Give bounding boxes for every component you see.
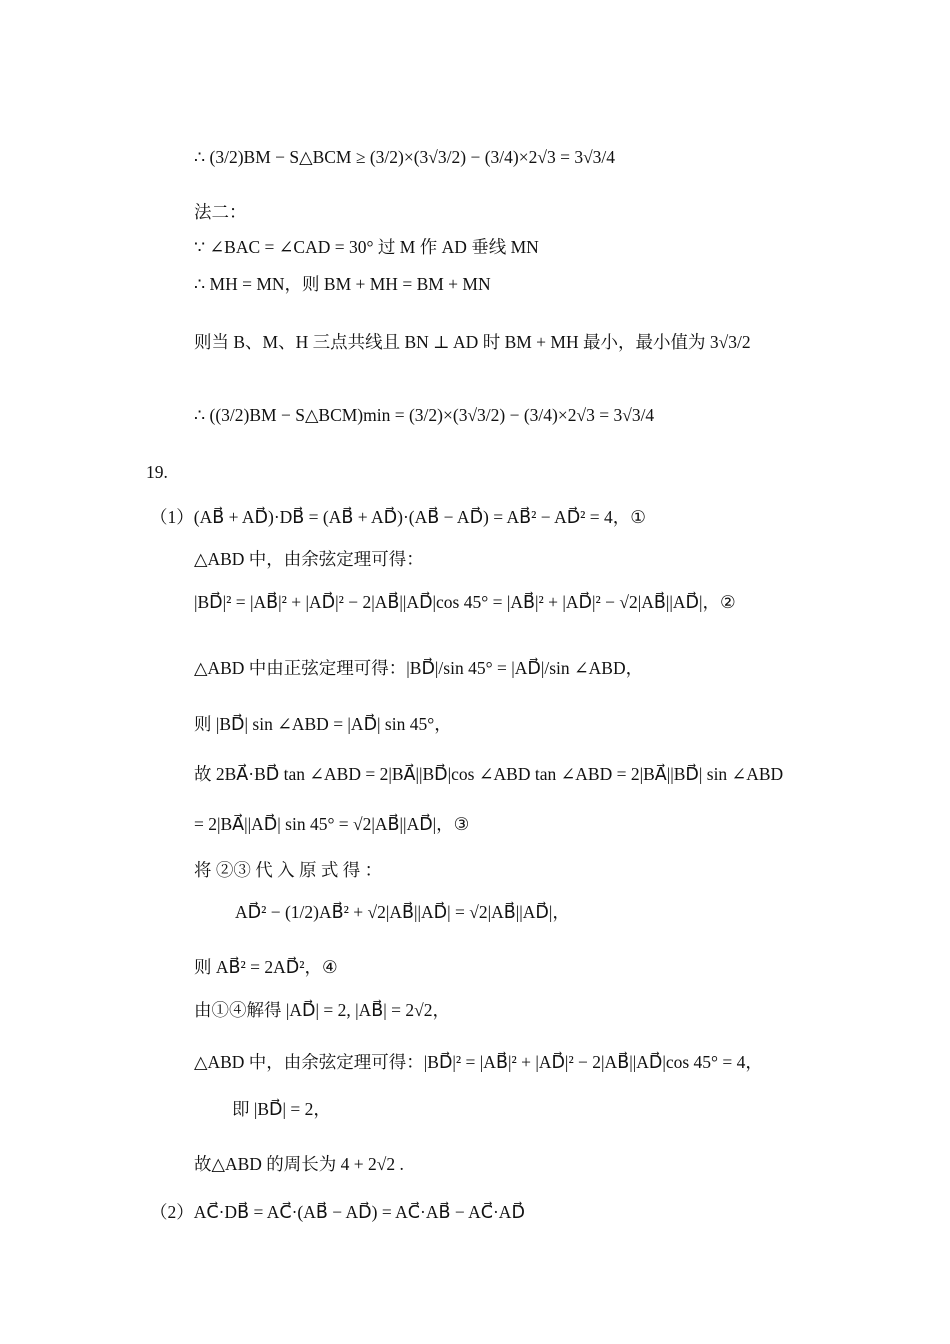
text-line: （2）AC⃗·DB⃗ = AC⃗·(AB⃗ − AD⃗) = AC⃗·AB⃗ − AC⃗·AD⃗	[150, 1202, 525, 1222]
text-line: 19.	[146, 462, 168, 482]
text-line: = 2|BA⃗||AD⃗| sin 45° = √2|AB⃗||AD⃗|，③	[194, 814, 470, 834]
text-line: ∴ ((3/2)BM − S△BCM)min = (3/2)×(3√3/2) − (3/4)×2√3 = 3√3/4	[194, 405, 655, 425]
text-line: 故 2BA⃗·BD⃗ tan ∠ABD = 2|BA⃗||BD⃗|cos ∠ABD tan ∠ABD = 2|BA⃗||BD⃗| sin ∠ABD	[194, 764, 784, 784]
text-line: △ABD 中由正弦定理可得：|BD⃗|/sin 45° = |AD⃗|/sin ∠ABD，	[194, 658, 644, 678]
text-line: AD⃗² − (1/2)AB⃗² + √2|AB⃗||AD⃗| = √2|AB⃗||AD⃗|，	[235, 902, 570, 922]
text-line: 则 |BD⃗| sin ∠ABD = |AD⃗| sin 45°，	[194, 714, 452, 734]
text-line: 由①④解得 |AD⃗| = 2, |AB⃗| = 2√2，	[194, 1000, 450, 1020]
text-line: 即 |BD⃗| = 2，	[232, 1099, 331, 1119]
text-line: ∵ ∠BAC = ∠CAD = 30° 过 M 作 AD 垂线 MN	[194, 237, 539, 257]
text-line: ∴ MH = MN，则 BM + MH = BM + MN	[194, 274, 491, 294]
text-line: 则 AB⃗² = 2AD⃗²，④	[194, 957, 338, 977]
text-line: ∴ (3/2)BM − S△BCM ≥ (3/2)×(3√3/2) − (3/4)×2√3 = 3√3/4	[194, 147, 616, 167]
text-line: （1）(AB⃗ + AD⃗)·DB⃗ = (AB⃗ + AD⃗)·(AB⃗ − AD⃗) = AB⃗² − AD⃗² = 4，①	[150, 507, 646, 527]
text-line: 法二：	[194, 202, 247, 222]
text-line: |BD⃗|² = |AB⃗|² + |AD⃗|² − 2|AB⃗||AD⃗|cos 45° = |AB⃗|² + |AD⃗|² − √2|AB⃗||AD⃗|，②	[194, 592, 736, 612]
text-line: 将 ②③ 代 入 原 式 得 ：	[194, 860, 383, 880]
text-line: 故△ABD 的周长为 4 + 2√2 .	[194, 1154, 404, 1174]
text-line: 则当 B、M、H 三点共线且 BN ⊥ AD 时 BM + MH 最小，最小值为 3√3/2	[194, 332, 751, 352]
text-line: △ABD 中，由余弦定理可得：|BD⃗|² = |AB⃗|² + |AD⃗|² − 2|AB⃗||AD⃗|cos 45° = 4，	[194, 1052, 763, 1072]
text-line: △ABD 中，由余弦定理可得：	[194, 549, 424, 569]
